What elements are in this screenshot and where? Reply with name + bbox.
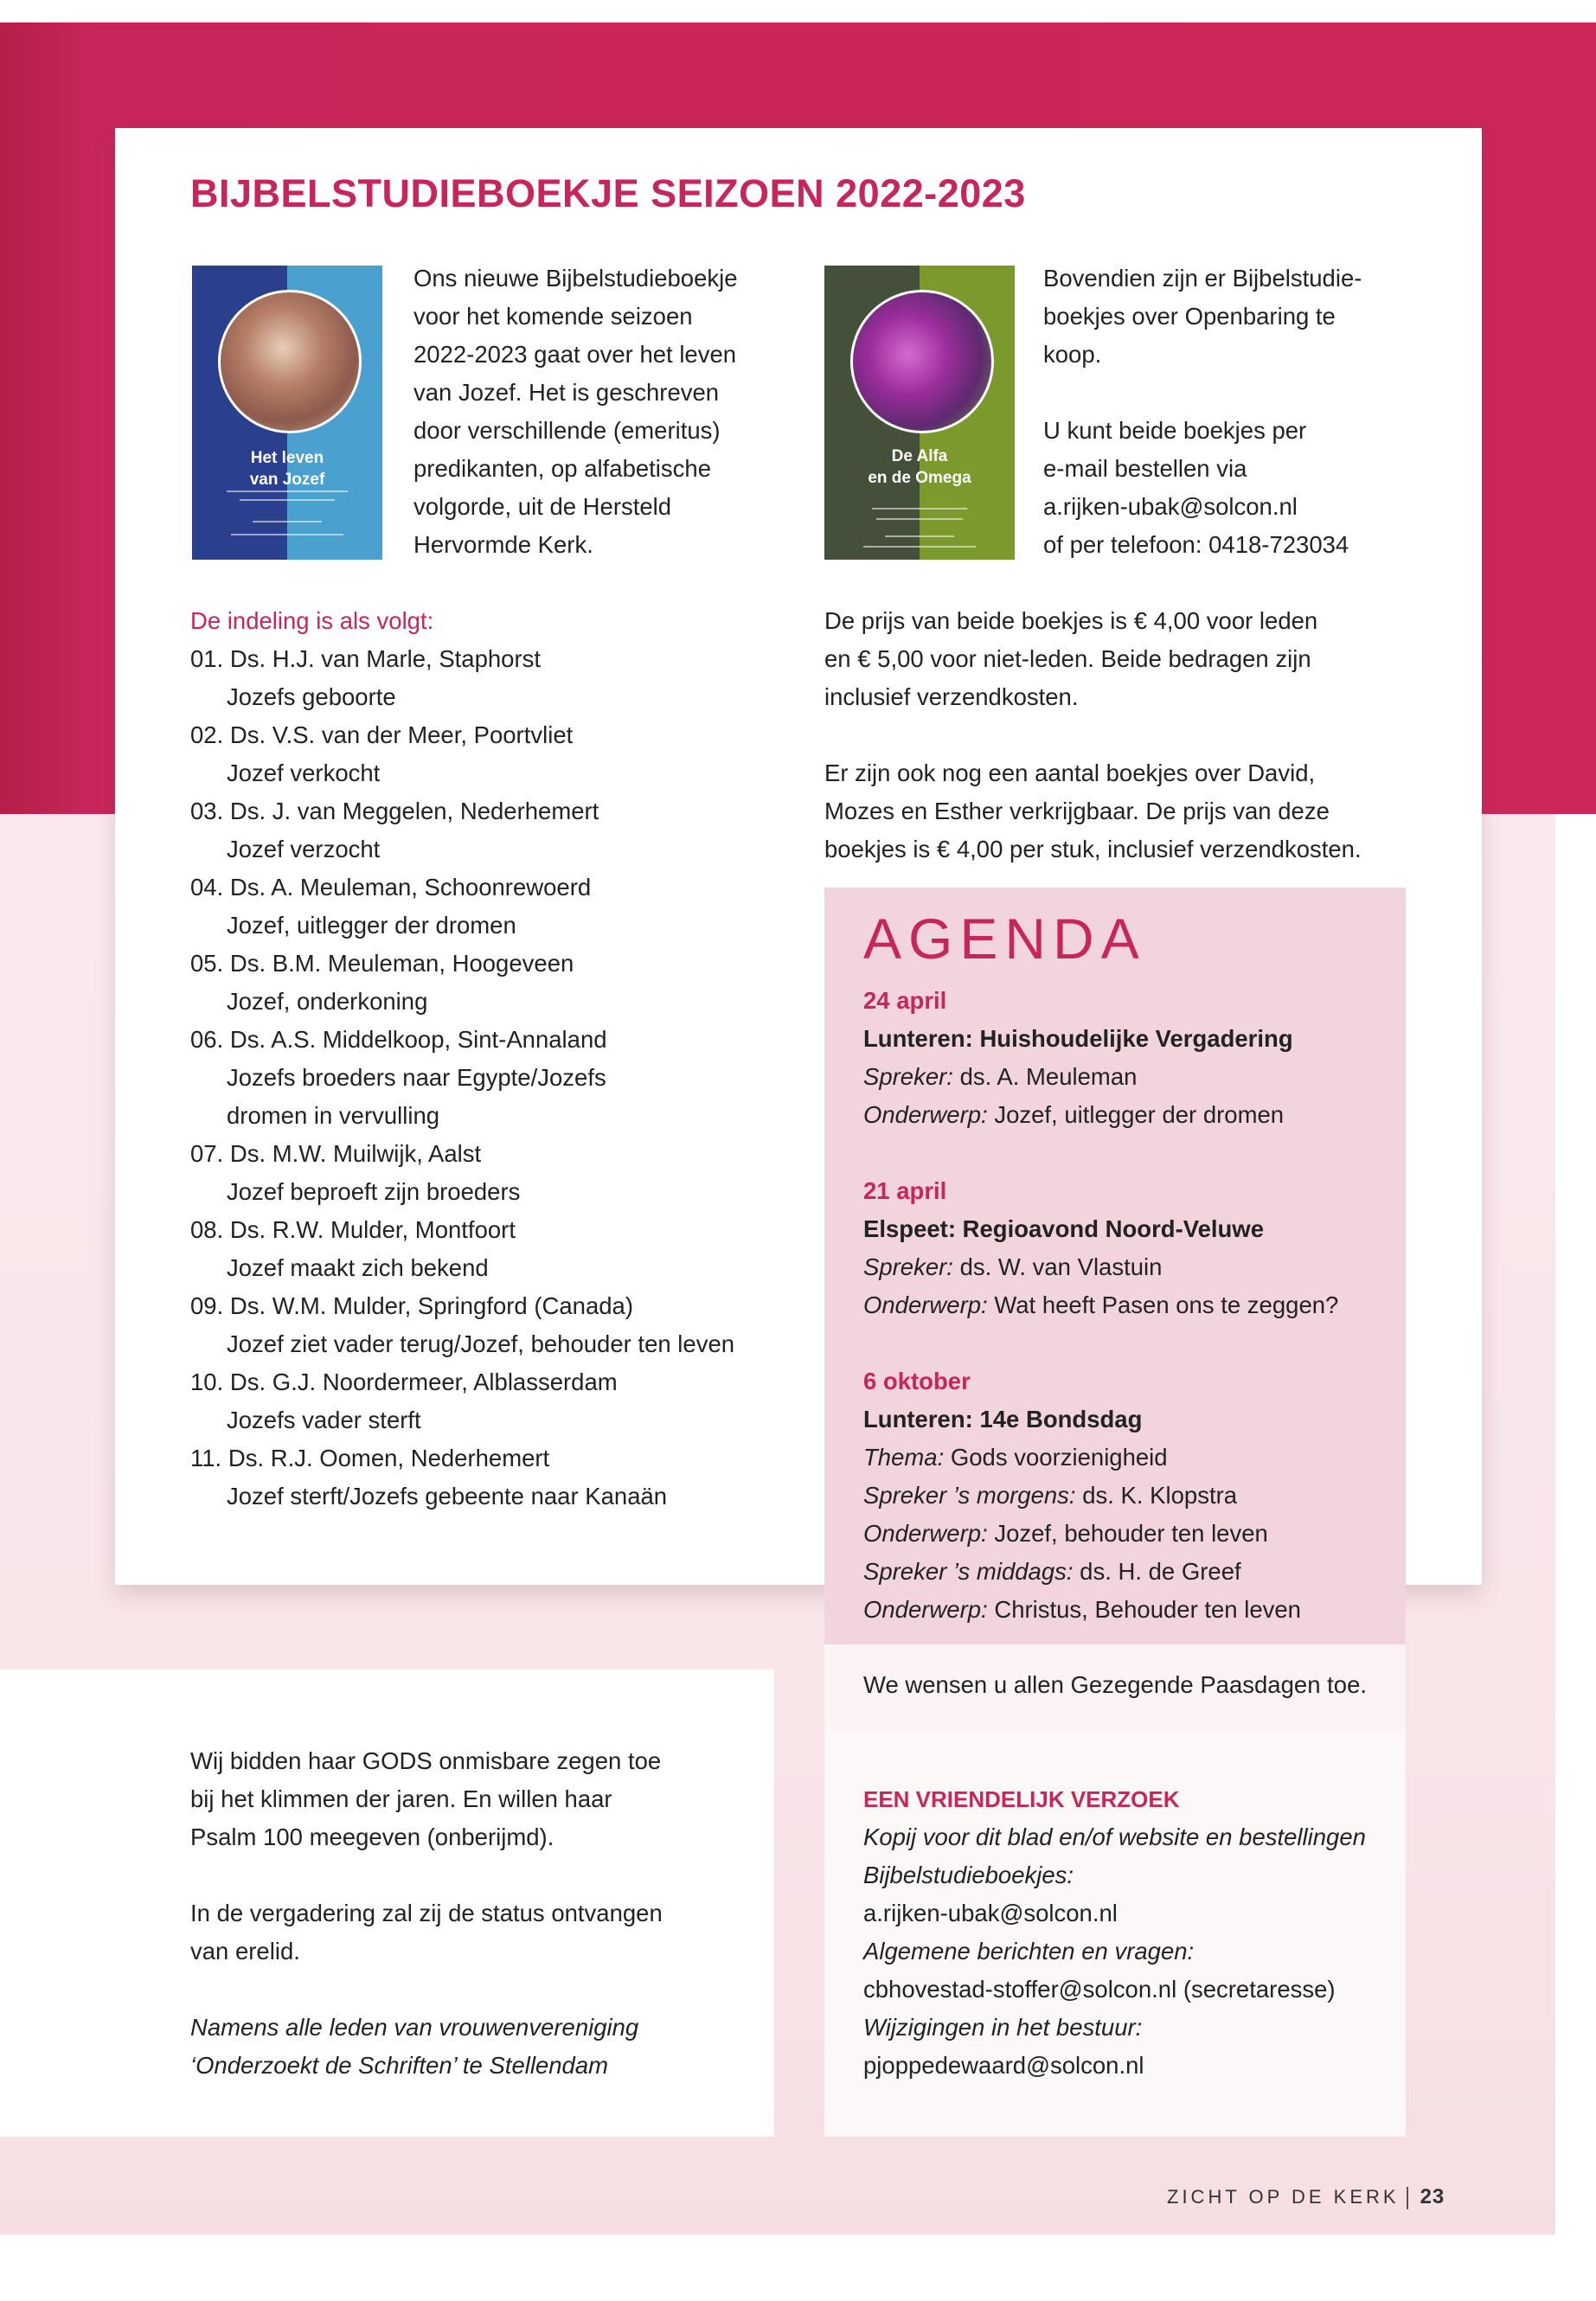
- event-date: 6 oktober: [863, 1368, 971, 1394]
- page-number: 23: [1420, 2185, 1445, 2208]
- cover-subtitle-line: [876, 518, 963, 520]
- index-speaker: 04. Ds. A. Meuleman, Schoonrewoerd: [190, 874, 592, 901]
- index-speaker: 08. Ds. R.W. Mulder, Montfoort: [190, 1216, 516, 1243]
- index-topic: Jozefs geboorte: [227, 683, 396, 710]
- index-list: [190, 602, 734, 1516]
- index-topic: Jozef, onderkoning: [227, 988, 428, 1015]
- cover-publisher-line: [885, 535, 954, 537]
- request-title: EEN VRIENDELIJK VERZOEK: [863, 1786, 1180, 1812]
- cover-publisher-line: [253, 521, 322, 522]
- event-detail: Thema: Gods voorzienigheid: [863, 1444, 1168, 1471]
- index-speaker: 03. Ds. J. van Meggelen, Nederhemert: [190, 798, 599, 824]
- index-topic: dromen in vervulling: [227, 1102, 440, 1129]
- cover-subtitle-line: [240, 499, 335, 501]
- index-topic: Jozef verkocht: [227, 760, 381, 786]
- index-topic: Jozef maakt zich bekend: [227, 1254, 489, 1281]
- book-cover-alfa-omega: [824, 266, 1015, 560]
- footer-divider: [1407, 2187, 1408, 2209]
- event-detail: Spreker ’s middags: ds. H. de Greef: [863, 1558, 1241, 1585]
- contact-email: pjoppedewaard@solcon.nl: [863, 2052, 1144, 2079]
- cover-subtitle-line: [872, 508, 967, 510]
- index-topic: Jozefs broeders naar Egypte/Jozefs: [227, 1064, 606, 1091]
- easter-wish: We wensen u allen Gezegende Paasdagen toe.: [863, 1671, 1367, 1698]
- request-text: EEN VRIENDELIJK VERZOEK Kopij voor dit blad en/of website en bestellingen Bijbelstudieboekjes: a.rijken-ubak@solcon.nl Algemene berichten en vragen: cbhovestad-stoffer@solcon.nl (secretaresse) Wijzigingen in het bestuur: pjoppedewaard@solcon.nl: [863, 1780, 1366, 2085]
- index-topic: Jozef ziet vader terug/Jozef, behouder ten leven: [227, 1330, 735, 1357]
- cover-illustration: [218, 290, 362, 433]
- event-detail: Spreker ’s morgens: ds. K. Klopstra: [863, 1482, 1238, 1509]
- agenda-title: AGENDA: [863, 907, 1146, 971]
- event-detail: Spreker: ds. W. van Vlastuin: [863, 1253, 1163, 1280]
- cover-illustration: [850, 290, 994, 433]
- event-date: 24 april: [863, 987, 947, 1014]
- event-date: 21 april: [863, 1177, 947, 1204]
- index-speaker: 10. Ds. G.J. Noordermeer, Alblasserdam: [190, 1368, 618, 1395]
- index-speaker: 01. Ds. H.J. van Marle, Staphorst: [190, 645, 542, 672]
- order-phone: of per telefoon: 0418-723034: [1043, 531, 1349, 558]
- event-detail: Onderwerp: Jozef, behouder ten leven: [863, 1520, 1268, 1547]
- page-footer: [1167, 2185, 1445, 2209]
- book-cover-jozef: [192, 266, 382, 560]
- event-title: Lunteren: Huishoudelijke Vergadering: [863, 1025, 1293, 1052]
- ordering-info: Bovendien zijn er Bijbelstudie- boekjes over Openbaring te koop. U kunt beide boekjes per e-mail bestellen via a.rijken-ubak@solcon.nl of per telefoon: 0418-723034: [1043, 260, 1362, 564]
- blessing-text: Wij bidden haar GODS onmisbare zegen toe bij het klimmen der jaren. En willen haar Psalm 100 meegeven (onberijmd). In de vergadering zal zij de status ontvangen van erelid. Namens alle leden van vrouwenvereniging ‘Onderzoekt de Schriften’ te Stellendam: [190, 1747, 663, 2079]
- event-title: Lunteren: 14e Bondsdag: [863, 1406, 1143, 1433]
- intro-paragraph: Ons nieuwe Bijbelstudieboekje voor het komende seizoen 2022-2023 gaat over het leven van Jozef. Het is geschreven door verschillende (emeritus) predikanten, op alfabetische volgorde, uit de Hersteld Hervormde Kerk.: [413, 265, 738, 558]
- price-paragraph: De prijs van beide boekjes is € 4,00 voor leden en € 5,00 voor niet-leden. Beide bedragen zijn inclusief verzendkosten. Er zijn ook nog een aantal boekjes over David, Mozes en Esther verkrijgbaar. De prijs van deze boekjes is € 4,00 per stuk, inclusief verzendkosten.: [824, 607, 1362, 862]
- index-speaker: 09. Ds. W.M. Mulder, Springford (Canada): [190, 1292, 634, 1319]
- contact-email: cbhovestad-stoffer@solcon.nl (secretaresse): [863, 1976, 1336, 2003]
- article-headline: BIJBELSTUDIEBOEKJE SEIZOEN 2022-2023: [190, 171, 1026, 215]
- index-heading: De indeling is als volgt:: [190, 607, 434, 634]
- cover-title: Het leven van Jozef: [249, 449, 325, 489]
- index-speaker: 05. Ds. B.M. Meuleman, Hoogeveen: [190, 950, 574, 977]
- index-topic: Jozef verzocht: [227, 836, 381, 862]
- index-speaker: 06. Ds. A.S. Middelkoop, Sint-Annaland: [190, 1026, 607, 1053]
- cover-subtitle-line: [227, 490, 348, 492]
- magazine-name: ZICHT OP DE KERK: [1167, 2186, 1400, 2208]
- event-title: Elspeet: Regioavond Noord-Veluwe: [863, 1215, 1264, 1242]
- event-detail: Onderwerp: Jozef, uitlegger der dromen: [863, 1101, 1285, 1128]
- event-detail: Onderwerp: Wat heeft Pasen ons te zeggen?: [863, 1292, 1339, 1318]
- cover-title: De Alfa en de Omega: [868, 447, 971, 487]
- index-topic: Jozefs vader sterft: [227, 1407, 421, 1433]
- agenda-events: [863, 982, 1338, 1629]
- index-speaker: 07. Ds. M.W. Muilwijk, Aalst: [190, 1140, 482, 1167]
- order-email: a.rijken-ubak@solcon.nl: [1043, 493, 1298, 520]
- index-speaker: 11. Ds. R.J. Oomen, Nederhemert: [190, 1445, 550, 1471]
- cover-publisher-line: [231, 534, 343, 535]
- index-topic: Jozef beproeft zijn broeders: [227, 1178, 521, 1205]
- event-detail: Onderwerp: Christus, Behouder ten leven: [863, 1596, 1301, 1623]
- index-speaker: 02. Ds. V.S. van der Meer, Poortvliet: [190, 721, 574, 748]
- contact-email: a.rijken-ubak@solcon.nl: [863, 1900, 1118, 1926]
- cover-publisher-line: [863, 546, 976, 548]
- event-detail: Spreker: ds. A. Meuleman: [863, 1063, 1138, 1090]
- index-topic: Jozef, uitlegger der dromen: [227, 912, 516, 939]
- index-topic: Jozef sterft/Jozefs gebeente naar Kanaän: [227, 1483, 668, 1509]
